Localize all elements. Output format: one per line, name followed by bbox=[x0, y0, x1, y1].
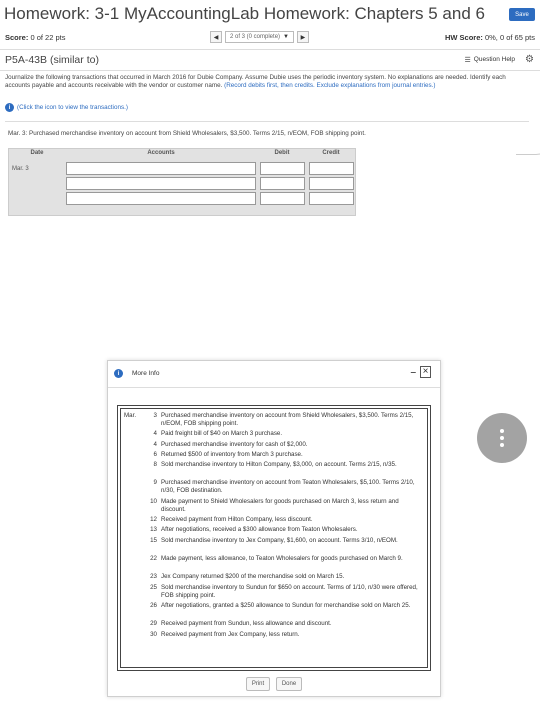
transaction-day: 3 bbox=[153, 412, 157, 419]
transaction-description: Sold merchandise inventory to Sundun for $650 on account. Terms of 1/10, n/30 were offered, FOB shipping point. bbox=[161, 583, 418, 599]
question-header bbox=[0, 50, 540, 70]
gear-icon[interactable]: ⚙ bbox=[525, 54, 534, 65]
transactions-list bbox=[120, 408, 428, 668]
view-transactions-label: (Click the icon to view the transactions.) bbox=[17, 104, 128, 111]
transaction-day: 29 bbox=[150, 620, 157, 628]
transaction-description: After negotiations, received a $300 allowance from Teaton Wholesalers. bbox=[161, 526, 358, 534]
transactions-table bbox=[117, 405, 431, 671]
transaction-day: 8 bbox=[153, 461, 157, 468]
page-title: Homework: 3-1 MyAccountingLab Homework: Chapters 5 and 6 bbox=[4, 4, 485, 23]
account-input-3[interactable] bbox=[66, 192, 256, 205]
question-title: P5A-43B (similar to) bbox=[5, 54, 99, 66]
title-bar bbox=[0, 0, 540, 28]
entry-date: Mar. 3 bbox=[12, 166, 29, 172]
date-column-header: Date bbox=[30, 150, 44, 156]
debit-input-2[interactable] bbox=[260, 177, 305, 190]
transaction-day: 13 bbox=[150, 526, 157, 534]
score-value: 0 of 22 pts bbox=[30, 33, 66, 42]
view-transactions-link[interactable] bbox=[5, 103, 128, 112]
hw-score-value: 0%, 0 of 65 pts bbox=[484, 33, 535, 42]
credit-input-2[interactable] bbox=[309, 177, 354, 190]
instructions-note: (Record debits first, then credits. Exclude explanations from journal entries.) bbox=[224, 82, 436, 89]
credit-input-3[interactable] bbox=[309, 192, 354, 205]
transaction-day: 15 bbox=[150, 536, 157, 544]
dialog-header bbox=[108, 361, 440, 385]
hw-score-label: HW Score: bbox=[444, 33, 483, 42]
transaction-day: 25 bbox=[150, 583, 157, 591]
transaction-day: 9 bbox=[153, 479, 157, 487]
more-options-button[interactable] bbox=[477, 413, 527, 463]
transaction-description: Returned $500 of inventory from March 3 purchase. bbox=[161, 450, 303, 458]
debit-input-1[interactable] bbox=[260, 162, 305, 175]
debit-column-header: Debit bbox=[274, 150, 290, 156]
credit-column-header: Credit bbox=[322, 150, 340, 156]
transaction-description: After negotiations, granted a $250 allowance to Sundun for merchandise sold on March 25. bbox=[161, 602, 411, 609]
account-input-1[interactable] bbox=[66, 162, 256, 175]
transaction-day: 4 bbox=[153, 440, 157, 448]
transaction-month: Mar. bbox=[124, 412, 137, 419]
transaction-prompt: Mar. 3: Purchased merchandise inventory on account from Shield Wholesalers, $3,500. Terms 2/15, n/EOM, FOB shipping point. bbox=[8, 130, 366, 137]
transaction-day: 4 bbox=[153, 430, 157, 438]
caret-down-icon: ▼ bbox=[283, 34, 289, 40]
done-button[interactable]: Done bbox=[276, 677, 302, 691]
instructions-text: Journalize the following transactions that occurred in March 2016 for Dubie Company. Assume Dubie uses the periodic inventory system. No explanations are needed. Identify each accounts payable and accounts receivable with the vendor or customer name. bbox=[5, 74, 506, 89]
dialog-title: More Info bbox=[132, 370, 160, 377]
transaction-day: 30 bbox=[150, 630, 157, 638]
kebab-dot bbox=[500, 443, 504, 447]
instructions bbox=[5, 74, 530, 90]
transaction-description: Received payment from Hilton Company, less discount. bbox=[161, 516, 313, 524]
kebab-dot bbox=[500, 429, 504, 433]
hw-score bbox=[445, 33, 535, 42]
transaction-day: 10 bbox=[150, 497, 157, 505]
transaction-description: Jex Company returned $200 of the merchandise sold on March 15. bbox=[161, 573, 345, 581]
print-button[interactable]: Print bbox=[246, 677, 270, 691]
question-select[interactable] bbox=[225, 31, 294, 43]
divider bbox=[5, 121, 529, 122]
transaction-description: Made payment, less allowance, to Teaton Wholesalers for goods purchased on March 9. bbox=[161, 555, 403, 562]
question-help-label: Question Help bbox=[473, 56, 515, 63]
dialog-footer bbox=[108, 677, 440, 691]
chevron-right-icon: ▶ bbox=[300, 34, 306, 41]
chevron-left-icon: ◀ bbox=[213, 34, 219, 41]
question-pager bbox=[210, 31, 309, 43]
score-bar bbox=[0, 29, 540, 47]
question-help-button[interactable] bbox=[465, 54, 515, 65]
score bbox=[5, 33, 65, 42]
minimize-icon[interactable]: – bbox=[410, 367, 416, 378]
divider bbox=[0, 70, 540, 71]
kebab-dot bbox=[500, 436, 504, 440]
next-question-button[interactable] bbox=[297, 31, 309, 43]
account-input-2[interactable] bbox=[66, 177, 256, 190]
transaction-description: Sold merchandise inventory to Jex Company, $1,600, on account. Terms 3/10, n/EOM. bbox=[161, 536, 398, 544]
transaction-description: Made payment to Shield Wholesalers for goods purchased on March 3, less return and discount. bbox=[161, 497, 399, 513]
score-label: Score: bbox=[5, 33, 29, 42]
transaction-description: Sold merchandise inventory to Hilton Company, $3,000, on account. Terms 2/15, n/35. bbox=[161, 461, 397, 468]
list-icon: ☰ bbox=[464, 56, 471, 64]
info-icon: i bbox=[114, 369, 123, 378]
info-icon[interactable]: i bbox=[5, 103, 14, 112]
panel-edge bbox=[516, 60, 540, 155]
accounts-column-header: Accounts bbox=[147, 150, 175, 156]
transaction-description: Received payment from Jex Company, less return. bbox=[161, 630, 300, 638]
transaction-day: 6 bbox=[153, 450, 157, 458]
save-button[interactable]: Save bbox=[509, 8, 535, 21]
transaction-day: 26 bbox=[150, 602, 157, 609]
transaction-description: Purchased merchandise inventory on account from Shield Wholesalers, $3,500. Terms 2/15, n/EOM, FOB shipping point. bbox=[161, 412, 414, 427]
close-icon[interactable]: × bbox=[420, 366, 431, 378]
more-info-dialog bbox=[107, 360, 441, 697]
transaction-day: 23 bbox=[150, 573, 157, 581]
transaction-description: Paid freight bill of $40 on March 3 purchase. bbox=[161, 430, 283, 438]
debit-input-3[interactable] bbox=[260, 192, 305, 205]
prev-question-button[interactable] bbox=[210, 31, 222, 43]
question-select-label: 2 of 3 (0 complete) bbox=[230, 34, 281, 40]
credit-input-1[interactable] bbox=[309, 162, 354, 175]
transaction-day: 12 bbox=[150, 516, 157, 524]
transaction-description: Purchased merchandise inventory on account from Teaton Wholesalers, $5,100. Terms 2/10, n/30, FOB destination. bbox=[161, 479, 415, 495]
journal-entry-table bbox=[8, 148, 356, 216]
transaction-description: Purchased merchandise inventory for cash of $2,000. bbox=[161, 440, 308, 448]
transaction-description: Received payment from Sundun, less allowance and discount. bbox=[161, 620, 332, 628]
transaction-day: 22 bbox=[150, 555, 157, 562]
divider bbox=[108, 387, 440, 388]
